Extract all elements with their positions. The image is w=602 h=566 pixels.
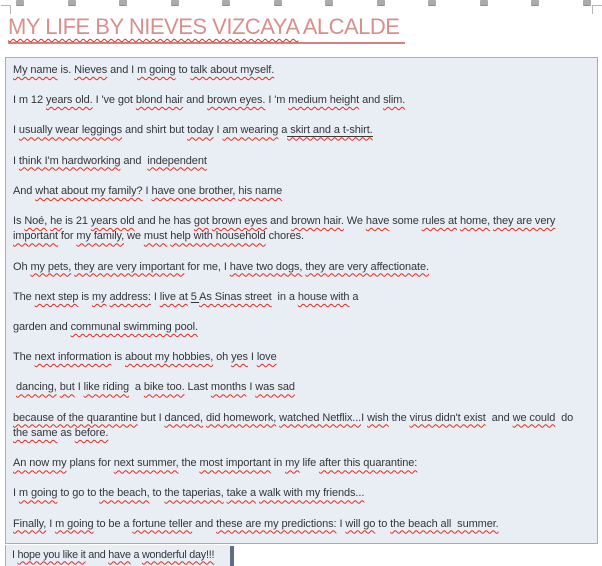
ruler-tick[interactable] (68, 0, 76, 6)
text-segment: a (128, 381, 144, 394)
text-segment: chores. (265, 230, 304, 243)
text-segment-s: blond hair (135, 94, 184, 107)
text-segment-s: usually wear leggings (18, 124, 122, 137)
text-segment-s: they are very important (74, 260, 185, 273)
text-segment-s: hope you like it (17, 548, 86, 561)
paragraph (13, 517, 597, 532)
text-segment-s: Nieves (74, 64, 108, 76)
text-segment-s: years old. (45, 94, 93, 107)
text-segment-s: these are my predictions: (216, 517, 337, 530)
paragraph (13, 320, 597, 335)
text-segment-s: they are very affectionate. (305, 260, 429, 273)
title-text-rest: ALCALDE (298, 14, 400, 39)
text-segment: I (46, 517, 56, 530)
text-segment-s: the beach, (99, 487, 150, 500)
text-segment: the (178, 457, 200, 470)
text-segment-s: after this quarantine: (319, 457, 418, 470)
text-segment: and (120, 154, 148, 167)
text-segment-s: because of the quarantine (13, 411, 138, 424)
text-segment: I (246, 381, 256, 394)
paragraph (13, 123, 597, 138)
text-segment: and (267, 215, 292, 228)
ruler-tick[interactable] (531, 0, 539, 6)
text-segment: some (389, 215, 422, 228)
text-segment-s: independent (147, 154, 207, 167)
text-segment: garden and (13, 321, 71, 334)
text-segment: I (12, 548, 18, 561)
text-segment: I (247, 351, 257, 364)
text-segment-s: brown hair. (291, 215, 344, 228)
text-segment-s: did homework, (205, 411, 277, 424)
text-segment-s: rules at (421, 215, 458, 228)
text-segment: I (361, 411, 368, 424)
ruler-tick[interactable] (428, 0, 436, 6)
text-segment: I (142, 184, 152, 197)
text-segment-s: my (285, 457, 300, 470)
text-segment: The (13, 290, 35, 303)
text-boundary-corner-right-icon (592, 5, 602, 14)
text-segment-s: must (143, 230, 168, 243)
text-segment-s: before. (74, 427, 109, 440)
text-boundary-corner-left-icon (1, 5, 11, 14)
text-segment: Is (13, 215, 25, 228)
text-segment-s: My name (13, 64, 58, 76)
text-segment-s: years old (90, 215, 135, 228)
text-segment: I (150, 290, 160, 303)
text-segment: and I (107, 64, 138, 76)
text-segment-s: months (210, 381, 247, 394)
text-segment-s: take a (226, 487, 257, 500)
text-segment: I m 12 (13, 94, 46, 107)
paragraph (13, 93, 597, 108)
text-segment: We (343, 215, 366, 228)
text-segment: the (388, 411, 410, 424)
text-segment-s: the beach all summer. (390, 517, 499, 530)
text-segment-s: have two dogs, (229, 260, 303, 273)
text-segment-s: think I'm hardworking (18, 154, 121, 167)
ruler-tick[interactable] (325, 0, 333, 6)
text-segment: I (13, 124, 19, 137)
text-segment-s: brown eyes (211, 215, 268, 228)
text-segment-s: my family, (76, 230, 125, 243)
paragraph (13, 486, 597, 501)
text-segment-s: got (193, 215, 209, 228)
text-segment-s: he (50, 215, 63, 228)
footer-paragraph (12, 548, 230, 563)
text-segment: do (555, 411, 574, 424)
text-segment: I 'm (265, 94, 289, 107)
ruler-tick[interactable] (16, 0, 24, 6)
text-segment: and (359, 94, 384, 107)
paragraph (13, 184, 597, 199)
text-segment: is (78, 290, 93, 303)
text-segment: as (57, 427, 75, 440)
text-segment-s: wonderful day!!! (141, 548, 215, 561)
text-segment: I 've got (92, 94, 136, 107)
text-segment-s: wish (367, 411, 389, 424)
text-segment-s: have (365, 215, 390, 228)
text-segment-s: Noé, (24, 215, 48, 228)
text-segment-s: have one brother, (151, 184, 236, 197)
ruler-tick[interactable] (583, 0, 591, 6)
text-segment-s: danced, (164, 411, 203, 424)
text-segment-s: his name (238, 184, 283, 197)
text-segment-s: the same (13, 427, 58, 440)
text-segment: and he has (134, 215, 194, 228)
body-paragraphs (13, 63, 597, 532)
text-segment-s: what about my family? (35, 184, 143, 197)
text-segment-s: m going (18, 487, 58, 500)
text-segment: but I (137, 411, 165, 424)
paragraph (13, 260, 597, 275)
text-segment-s: the taperias, (164, 487, 224, 500)
text-segment-s: virus didn't exist (409, 411, 486, 424)
text-segment-s: communal swimming pool. (70, 321, 198, 334)
text-segment-s: next step (34, 290, 79, 303)
text-segment-s: but (59, 381, 75, 394)
text-segment: in a (271, 290, 298, 303)
text-segment: and shirt but (122, 124, 188, 137)
ruler-tick[interactable] (377, 0, 385, 6)
text-segment: for me, I (184, 260, 230, 273)
text-segment-s: have (108, 548, 131, 561)
text-segment: and (192, 517, 217, 530)
text-segment-u: 5 (190, 290, 200, 303)
text-segment-s: about my hobbies, (124, 351, 214, 364)
title-text-squiggled: MY LIFE BY NIEVES VIZCAYA (8, 14, 299, 39)
text-segment: to be a (93, 517, 133, 530)
text-segment: a (278, 124, 288, 137)
text-segment: to (375, 517, 391, 530)
paragraph (13, 63, 597, 78)
text-segment-s: will go (345, 517, 376, 530)
text-segment-s: help with household (170, 230, 266, 243)
text-segment-s: An now my (13, 457, 67, 470)
text-segment: oh (213, 351, 232, 364)
paragraph (13, 380, 597, 395)
text-segment-s: talk about myself. (190, 64, 275, 76)
text-segment-s: yes (231, 351, 248, 364)
text-segment-s: walk with my friends... (259, 487, 365, 500)
content-text-box[interactable] (5, 57, 598, 544)
ruler-tick[interactable] (171, 0, 179, 6)
text-segment: plans for (66, 457, 114, 470)
text-segment-s: like riding (83, 381, 129, 394)
text-segment: Last (184, 381, 211, 394)
text-segment-s: important (13, 230, 58, 243)
text-segment-s: they are very (493, 215, 556, 228)
paragraph (13, 214, 597, 245)
text-segment: I (213, 124, 223, 137)
text-segment: and (485, 411, 513, 424)
text-segment-s: watched Netflix... (279, 411, 362, 424)
footer-text-box[interactable] (5, 545, 230, 566)
document-title[interactable] (8, 14, 405, 44)
text-segment-s: bike too. (143, 381, 185, 394)
text-segment: is 21 (62, 215, 91, 228)
text-segment-s: live at (159, 290, 188, 303)
text-segment-s: we could (512, 411, 556, 424)
resize-handle[interactable] (230, 546, 234, 566)
paragraph (13, 154, 597, 169)
paragraph (13, 350, 597, 365)
text-segment: life (299, 457, 320, 470)
text-segment-s: m going (55, 517, 94, 530)
text-segment-s: m going (137, 64, 176, 76)
text-segment-s: home, (459, 215, 491, 228)
text-segment-s: house with (297, 290, 350, 303)
text-segment: I (74, 381, 84, 394)
text-segment-s: Finally, (13, 517, 47, 530)
text-segment-s: next information (34, 351, 112, 364)
text-segment: is. (57, 64, 75, 76)
text-segment: And (13, 184, 36, 197)
ruler-tick[interactable] (119, 0, 127, 6)
text-segment: The (13, 351, 35, 364)
text-segment: Oh (13, 260, 31, 273)
text-segment-s: my pets, (30, 260, 72, 273)
text-segment: I (336, 517, 346, 530)
text-segment: a (130, 548, 142, 561)
text-segment: in (270, 457, 286, 470)
text-segment-s: dancing, (15, 381, 57, 394)
text-segment-s: love (256, 351, 277, 364)
text-segment: to (149, 487, 165, 500)
ruler-tick[interactable] (480, 0, 488, 6)
text-segment: to go to (57, 487, 100, 500)
paragraph (13, 456, 597, 471)
text-segment-s: most important (199, 457, 271, 470)
text-segment: and (85, 548, 109, 561)
text-segment: to (175, 64, 191, 76)
ruler-tick[interactable] (274, 0, 282, 6)
text-segment: for (57, 230, 77, 243)
text-segment-s: my (92, 290, 107, 303)
text-segment-s: slim. (383, 94, 406, 107)
text-segment-su: skirt and a t-shirt. (287, 124, 373, 137)
text-segment-s: address: (109, 290, 151, 303)
paragraph (13, 290, 597, 305)
text-segment-s: today (187, 124, 214, 137)
text-segment-s: fortune teller (132, 517, 193, 530)
text-segment-s: was sad (255, 381, 295, 394)
text-segment: we (124, 230, 144, 243)
text-segment: is (111, 351, 125, 364)
text-segment: and (183, 94, 208, 107)
ruler-tick[interactable] (222, 0, 230, 6)
paragraph (13, 411, 597, 442)
text-segment: a (349, 290, 359, 303)
text-segment-s: am wearing (222, 124, 279, 137)
text-segment-s: medium height (288, 94, 360, 107)
text-segment-s: As Sinas street (199, 290, 272, 303)
text-segment-s: brown eyes. (207, 94, 266, 107)
text-segment-s: next summer, (113, 457, 179, 470)
text-segment: I (13, 154, 19, 167)
text-segment: I (13, 487, 19, 500)
